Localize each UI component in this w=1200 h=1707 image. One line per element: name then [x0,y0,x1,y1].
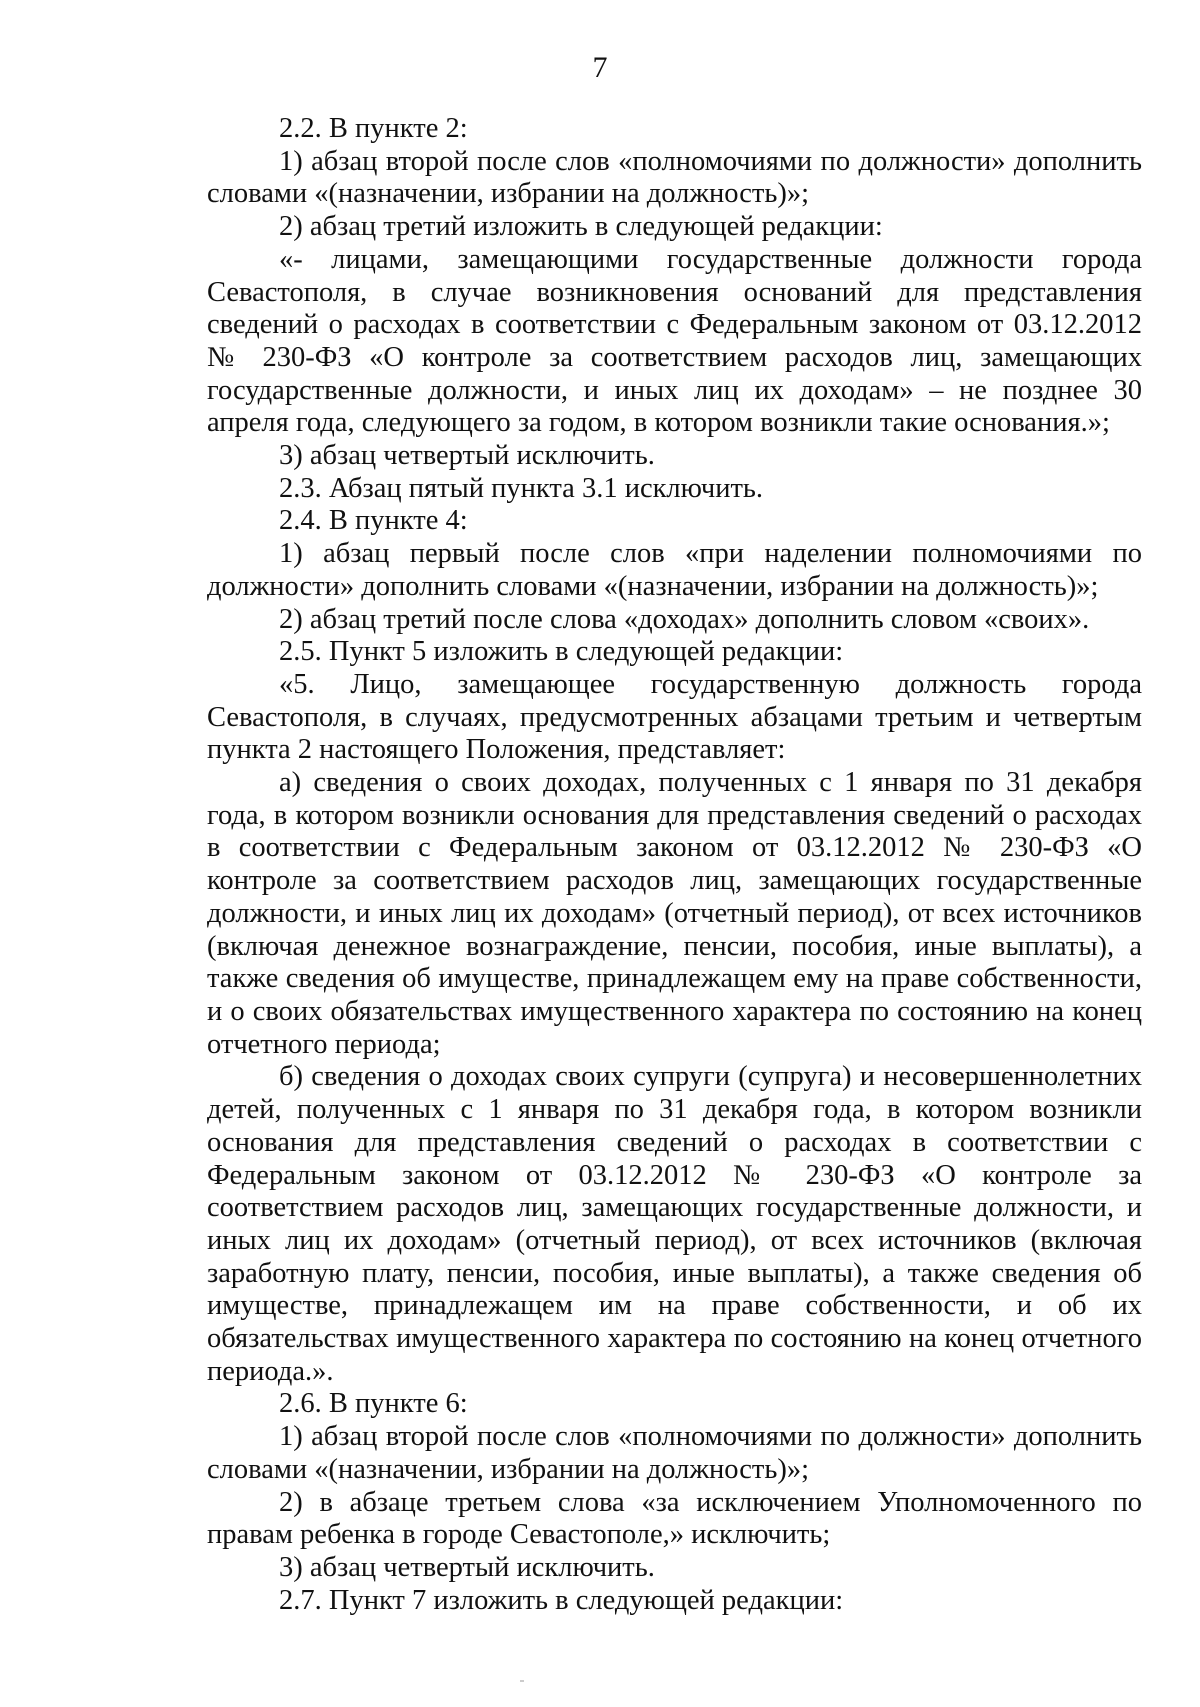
paragraph: 2) в абзаце третьем слова «за исключением Уполномоченного по правам ребенка в городе Севастополе,» исключить; [207,1486,1142,1551]
paragraph: «5. Лицо, замещающее государственную должность города Севастополя, в случаях, предусмотренных абзацами третьим и четвертым пункта 2 настоящего Положения, представляет: [207,668,1142,766]
paragraph: 1) абзац первый после слов «при наделении полномочиями по должности» дополнить словами «(назначении, избрании на должность)»; [207,538,1142,602]
document-body [207,113,1142,1617]
paragraph: 2) абзац третий изложить в следующей редакции: [279,211,883,243]
section-heading-2-7: 2.7. Пункт 7 изложить в следующей редакции: [279,1584,844,1616]
paragraph: 3) абзац четвертый исключить. [279,440,655,472]
paragraph: «- лицами, замещающими государственные должности города Севастополя, в случае возникновения оснований для представления сведений о расходах в соответствии с Федеральным законом от 03.12.2012 № 230-ФЗ «О контроле за соответствием расходов лиц, замещающих государственные должности, и иных лиц их доходам» – не позднее 30 апреля года, следующего за годом, в котором возникли такие основания.»; [207,243,1142,439]
section-heading-2-2: 2.2. В пункте 2: [279,113,468,144]
paragraph: 2) абзац третий после слова «доходах» дополнить словом «своих». [279,603,1090,635]
paragraph: б) сведения о доходах своих супруги (супруга) и несовершеннолетних детей, полученных с 1 января по 31 декабря года, в котором возникли основания для представления сведений о расходах в соответствии с Федеральным законом от 03.12.2012 № 230-ФЗ «О контроле за соответствием расходов лиц, замещающих государственные должности, и иных лиц их доходам» (отчетный период), от всех источников (включая заработную плату, пенсии, пособия, иные выплаты), а также сведения об имуществе, принадлежащем им на праве собственности, и об их обязательствах имущественного характера по состоянию на конец отчетного периода.». [207,1061,1142,1387]
paragraph: 3) абзац четвертый исключить. [279,1551,655,1583]
paragraph: 1) абзац второй после слов «полномочиями по должности» дополнить словами «(назначении, избрании на должность)»; [207,1421,1142,1485]
page-number: 7 [592,51,608,84]
section-heading-2-6: 2.6. В пункте 6: [279,1388,468,1420]
paragraph: 1) абзац второй после слов «полномочиями по должности» дополнить словами «(назначении, избрании на должность)»; [207,145,1142,210]
section-heading-2-4: 2.4. В пункте 4: [279,505,468,537]
scan-artifact [520,1680,524,1682]
section-heading-2-5: 2.5. Пункт 5 изложить в следующей редакции: [279,636,844,668]
section-heading-2-3: 2.3. Абзац пятый пункта 3.1 исключить. [279,472,764,504]
paragraph: а) сведения о своих доходах, полученных с 1 января по 31 декабря года, в котором возникли основания для представления сведений о расходах в соответствии с Федеральным законом от 03.12.2012 № 230-ФЗ «О контроле за соответствием расходов лиц, замещающих государственные должности, и иных лиц их доходам» (отчетный период), от всех источников (включая денежное вознаграждение, пенсии, пособия, иные выплаты), а также сведения об имуществе, принадлежащем ему на праве собственности, и о своих обязательствах имущественного характера по состоянию на конец отчетного периода; [207,767,1142,1060]
